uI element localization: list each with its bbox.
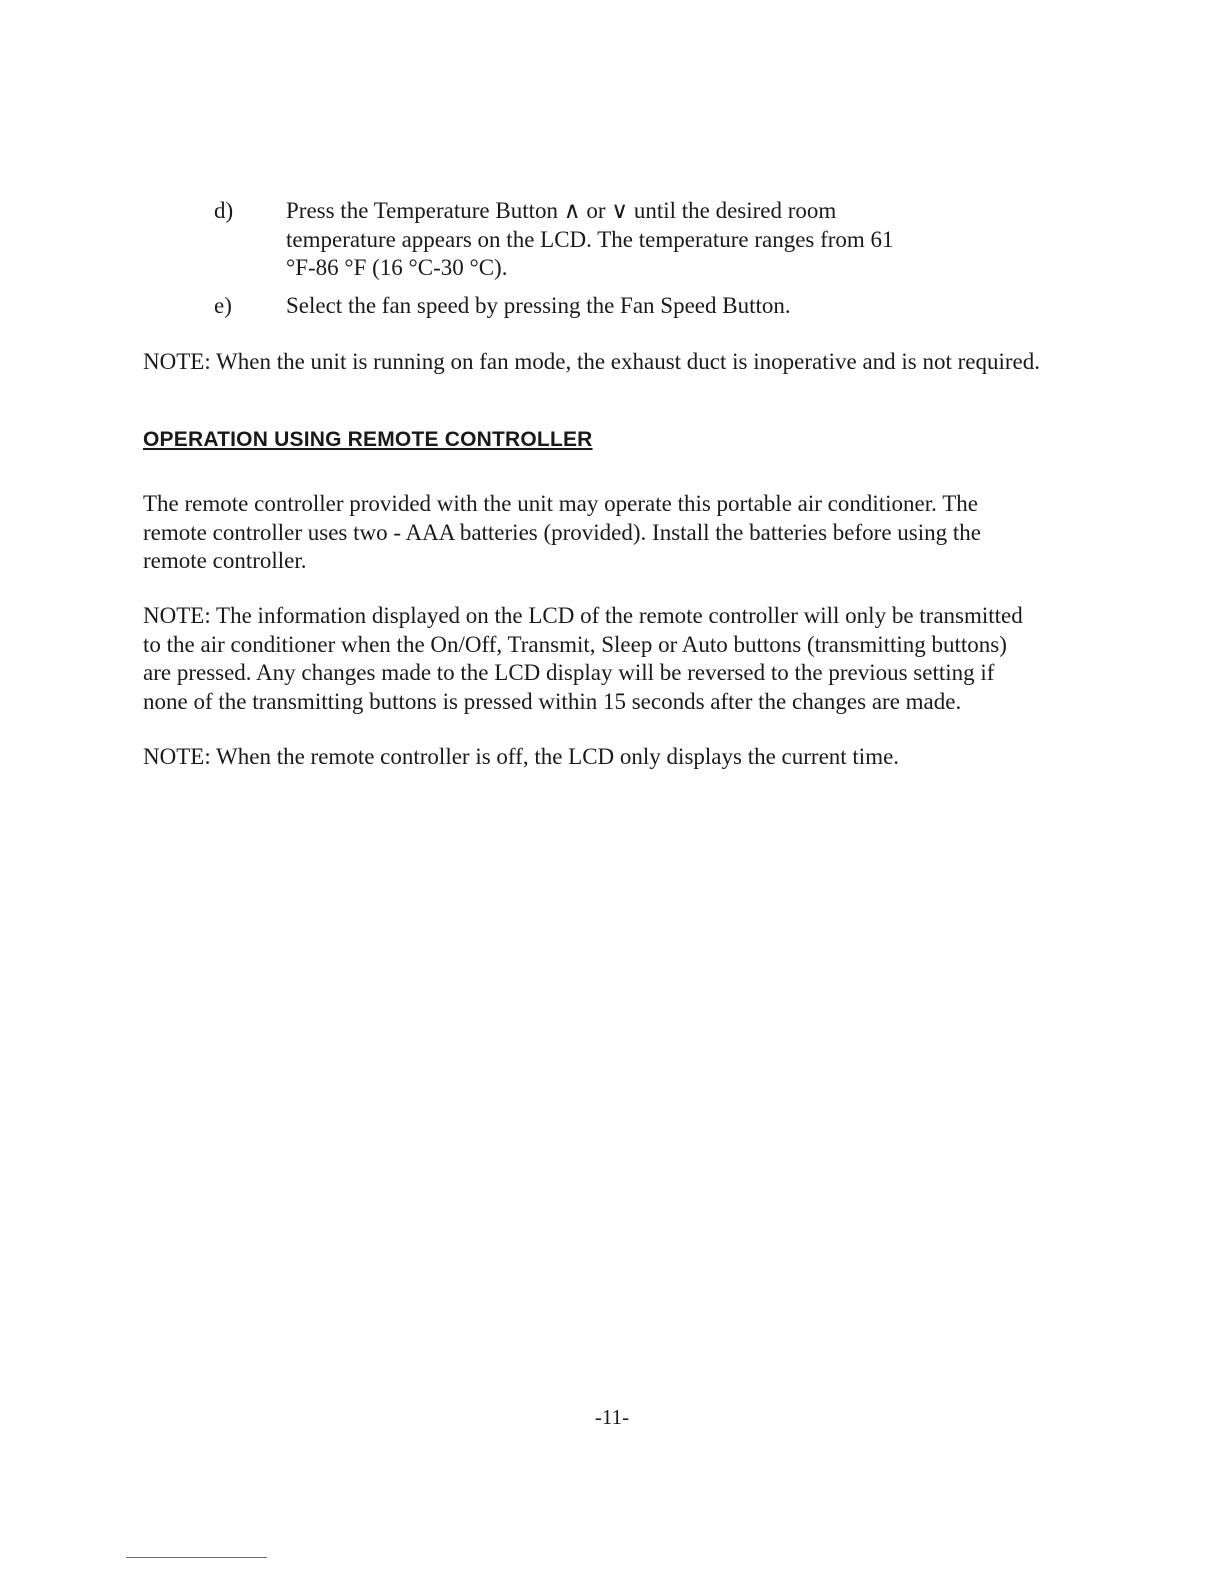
step-d-line-1: Press the Temperature Button ∧ or ∨ until the desired room [286,198,837,223]
intro-paragraph [143,490,1073,576]
note-remote-off: NOTE: When the remote controller is off, the LCD only displays the current time. [143,744,900,769]
intro-line-3: remote controller. [143,548,307,573]
step-e-line-1: Select the fan speed by pressing the Fan Speed Button. [286,293,791,318]
intro-line-1: The remote controller provided with the unit may operate this portable air conditioner. The [143,491,978,516]
note-transmit-line-3: are pressed. Any changes made to the LCD display will be reversed to the previous setting if [143,660,995,685]
section-heading: OPERATION USING REMOTE CONTROLLER [143,428,593,451]
footer-rule [126,1557,267,1558]
step-d-line-3: °F-86 °F (16 °C-30 °C). [286,255,508,280]
step-d-line-2: temperature appears on the LCD. The temperature ranges from 61 [286,226,894,252]
page-number: -11- [594,1405,630,1429]
note-transmit-line-2: to the air conditioner when the On/Off, Transmit, Sleep or Auto buttons (transmitting buttons) [143,631,1007,657]
note-fan-mode: NOTE: When the unit is running on fan mode, the exhaust duct is inoperative and is not required. [143,349,1041,374]
step-d-text [286,197,906,283]
intro-line-2: remote controller uses two - AAA batteries (provided). Install the batteries before using the [143,519,981,545]
note-transmit-line-1: NOTE: The information displayed on the LCD of the remote controller will only be transmitted [143,603,1023,628]
step-d-marker: d) [214,198,234,223]
note-transmit [143,602,1073,716]
note-transmit-line-4: none of the transmitting buttons is pressed within 15 seconds after the changes are made. [143,688,962,714]
step-e-marker: e) [214,293,232,318]
step-e-text [286,292,906,321]
